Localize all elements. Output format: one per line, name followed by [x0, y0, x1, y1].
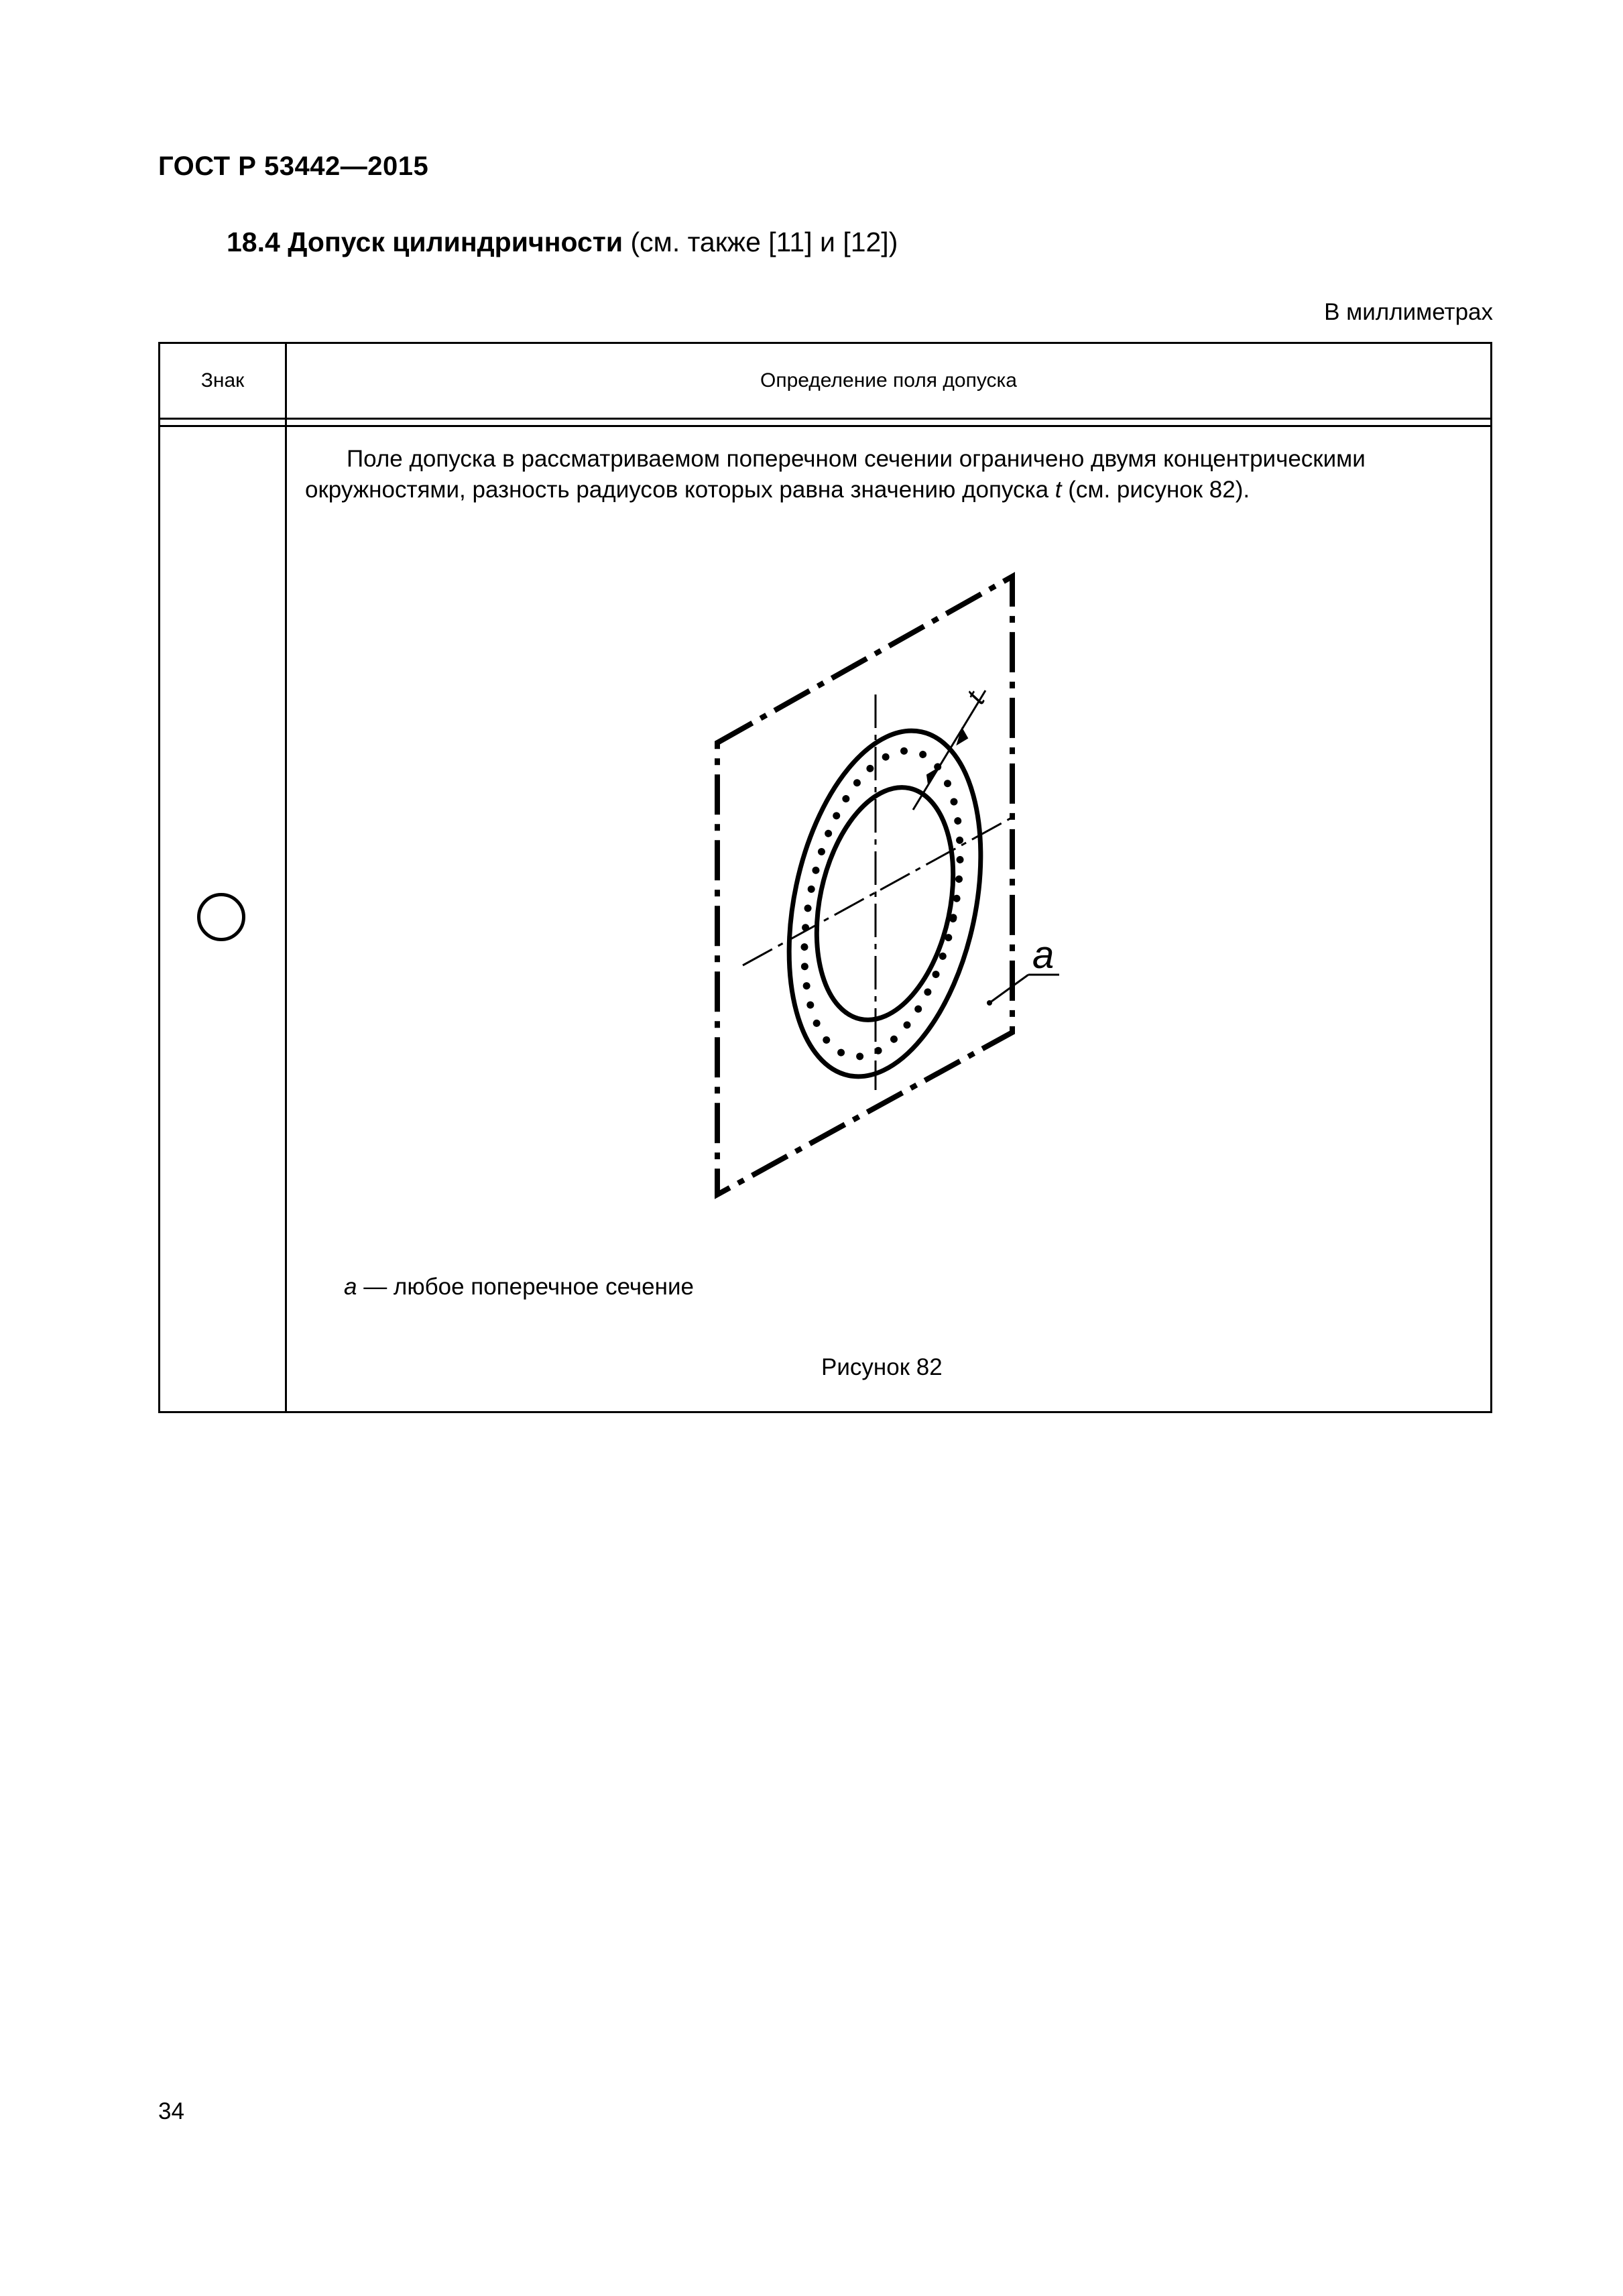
tolerance-arrow-outer	[957, 729, 967, 744]
definition-part-2: (см. рисунок 82).	[1061, 477, 1250, 503]
page-number: 34	[158, 2098, 184, 2124]
doc-header: ГОСТ Р 53442—2015	[158, 152, 429, 181]
units-note: В миллиметрах	[1324, 299, 1493, 325]
outer-boundary-ellipse	[760, 713, 1010, 1095]
figure-legend	[344, 1274, 694, 1301]
tolerance-label: t	[959, 686, 991, 709]
section-plane	[717, 577, 1012, 1195]
section-heading: Допуск цилиндричности	[288, 227, 623, 257]
tolerance-arrow-inner	[927, 769, 937, 784]
header-divider-double	[160, 425, 1490, 427]
actual-profile-dotted	[779, 737, 985, 1071]
section-title	[227, 227, 898, 258]
legend-variable: a	[344, 1274, 357, 1300]
section-leader-dot	[987, 1000, 992, 1006]
section-label: a	[1032, 933, 1055, 977]
diagonal-axis-line	[743, 815, 1016, 965]
definition-part-1: Поле допуска в рассматриваемом поперечном сечении ограничено двумя концентрическими окружностями, разность радиусов которых равна значению допуска	[305, 446, 1366, 503]
section-reference: (см. также [11] и [12])	[623, 227, 898, 257]
figure-82-drawing	[704, 563, 1079, 1220]
legend-text: — любое поперечное сечение	[357, 1274, 694, 1300]
section-number: 18.4	[227, 227, 280, 257]
cylindricity-circle-icon	[197, 893, 245, 941]
column-divider	[285, 344, 287, 1411]
definition-text	[305, 444, 1418, 505]
header-sign: Знак	[200, 369, 245, 391]
header-divider	[160, 418, 1490, 420]
section-leader-line	[989, 975, 1028, 1003]
figure-caption: Рисунок 82	[821, 1354, 943, 1380]
definition-variable: t	[1055, 477, 1062, 503]
header-definition: Определение поля допуска	[760, 369, 1017, 391]
inner-boundary-ellipse	[797, 775, 973, 1033]
